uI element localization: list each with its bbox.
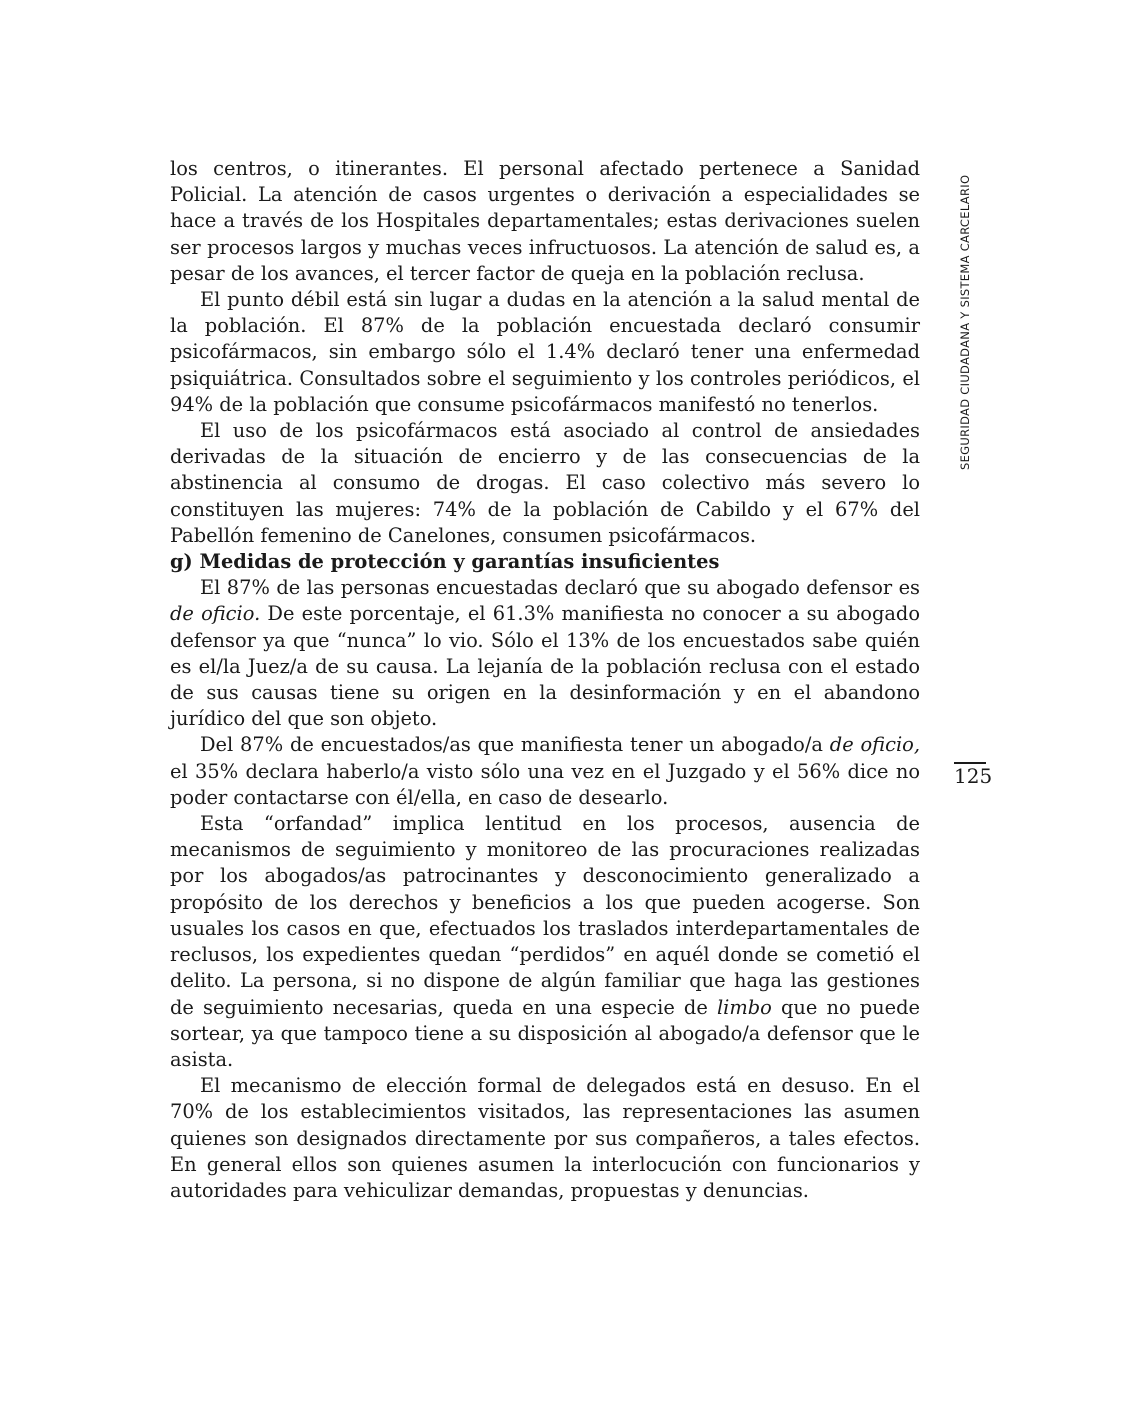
paragraph-5	[170, 732, 920, 811]
body-text	[170, 156, 920, 1204]
page-number: 125	[954, 764, 993, 788]
paragraph-4-emphasis: de oficio.	[170, 602, 261, 626]
paragraph-5-text-b: el 35% declara haberlo/a visto sólo una vez en el Juzgado y el 56% dice no poder contactarse con él/ella, en caso de desearlo.	[170, 759, 920, 809]
paragraph-2: El punto débil está sin lugar a dudas en la atención a la salud mental de la población. El 87% de la población encuestada declaró consumir psicofármacos, sin embargo sólo el 1.4% declaró tener una enfermedad psiquiátrica. Consultados sobre el seguimiento y los controles periódicos, el 94% de la población que consume psicofármacos manifestó no tenerlos.	[170, 288, 920, 416]
paragraph-7: El mecanismo de elección formal de delegados está en desuso. En el 70% de los establecimientos visitados, las representaciones las asumen quienes son designados directamente por sus compañeros, a tales efectos. En general ellos son quienes asumen la interlocución con funcionarios y autoridades para vehiculizar demandas, propuestas y denuncias.	[170, 1074, 920, 1202]
paragraph-6-emphasis: limbo	[716, 995, 772, 1019]
paragraph-6-text-b: que no puede sortear, ya que tampoco tiene a su disposición al abogado/a defensor que le asista.	[170, 995, 921, 1071]
paragraph-3: El uso de los psicofármacos está asociado al control de ansiedades derivadas de la situación de encierro y de las consecuencias de la abstinencia al consumo de drogas. El caso colectivo más severo lo constituyen las mujeres: 74% de la población de Cabildo y el 67% del Pabellón femenino de Canelones, consumen psicofármacos.	[170, 419, 920, 547]
running-head: SEGURIDAD CIUDADANA Y SISTEMA CARCELARIO	[958, 174, 972, 470]
paragraph-5-emphasis: de oficio,	[829, 733, 920, 757]
paragraph-4-text-a: El 87% de las personas encuestadas declaró que su abogado defensor es	[200, 576, 920, 600]
paragraph-6-text-a: Esta “orfandad” implica lentitud en los procesos, ausencia de mecanismos de seguimiento y monitoreo de las procuraciones realizadas por los abogados/as patrocinantes y desconocimiento generalizado a propósito de los derechos y beneficios a los que pueden acogerse. Son usuales los casos en que, efectuados los traslados interdepartamentales de reclusos, los expedientes quedan “perdidos” en aquél donde se cometió el delito. La persona, si no dispone de algún familiar que haga las gestiones de seguimiento necesarias, queda en una especie de	[170, 812, 920, 1019]
section-heading: g) Medidas de protección y garantías insuficientes	[170, 550, 720, 574]
paragraph-6	[170, 811, 920, 1073]
paragraph-4-text-b: De este porcentaje, el 61.3% manifiesta no conocer a su abogado defensor ya que “nunca” lo vio. Sólo el 13% de los encuestados sabe quién es el/la Juez/a de su causa. La lejanía de la población reclusa con el estado de sus causas tiene su origen en la desinformación y en el abandono jurídico del que son objeto.	[170, 602, 921, 731]
paragraph-5-text-a: Del 87% de encuestados/as que manifiesta tener un abogado/a	[200, 733, 830, 757]
paragraph-4	[170, 575, 920, 732]
paragraph-1: los centros, o itinerantes. El personal afectado pertenece a Sanidad Policial. La atención de casos urgentes o derivación a especialidades se hace a través de los Hospitales departamentales; estas derivaciones suelen ser procesos largos y muchas veces infructuosos. La atención de salud es, a pesar de los avances, el tercer factor de queja en la población reclusa.	[170, 157, 920, 285]
